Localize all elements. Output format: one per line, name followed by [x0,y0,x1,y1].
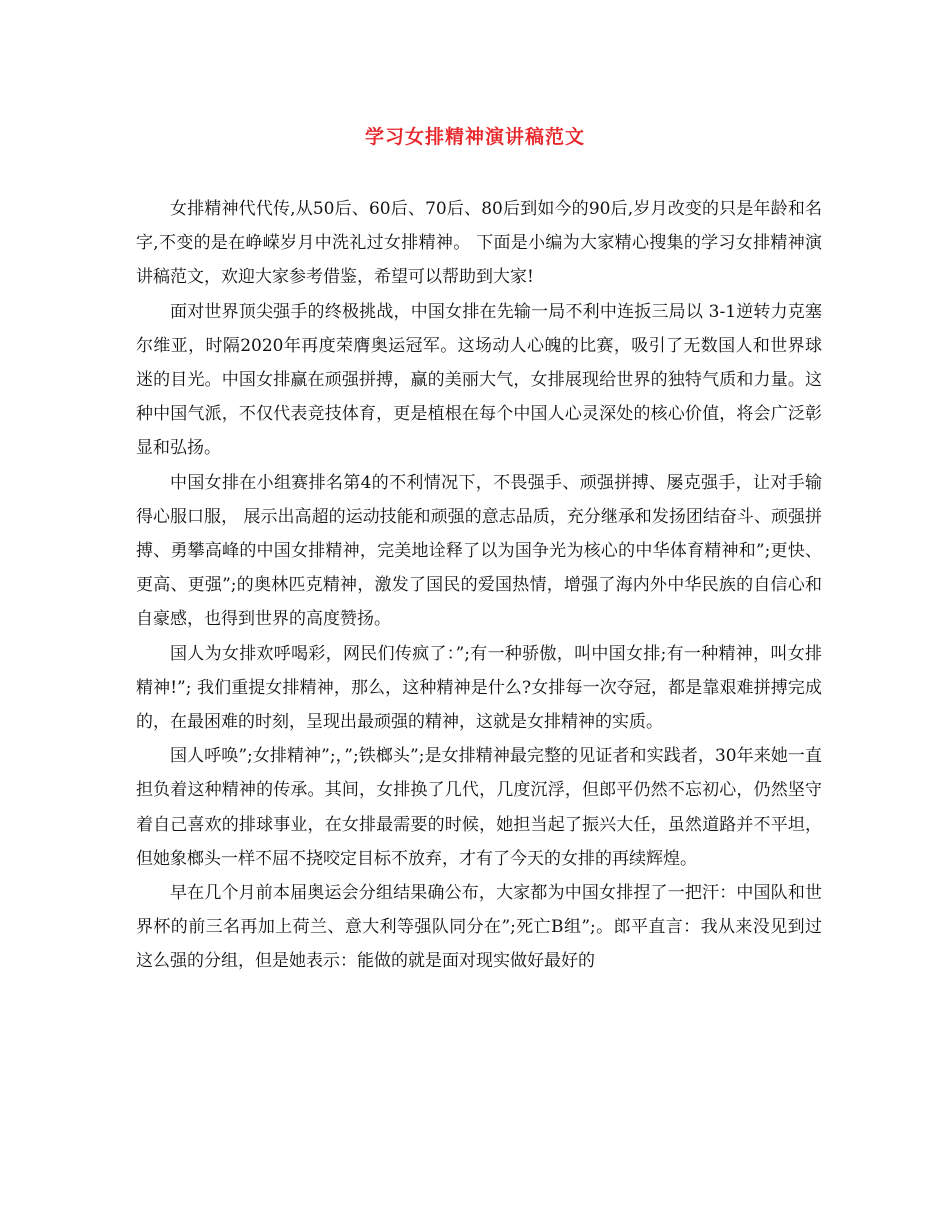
paragraph-2: 面对世界顶尖强手的终极挑战，中国女排在先输一局不利中连扳三局以 3-1逆转力克塞尔维亚，时隔2020年再度荣膺奥运冠军。这场动人心魄的比赛，吸引了无数国人和世界球迷的目光。中国女排赢在顽强拼搏，赢的美丽大气，女排展现给世界的独特气质和力量。这种中国气派，不仅代表竞技体育，更是植根在每个中国人心灵深处的核心价值，将会广泛彰显和弘扬。 [136,301,822,459]
paragraph-4: 国人为女排欢呼喝彩，网民们传疯了：”;有一种骄傲，叫中国女排;有一种精神，叫女排精神!”; 我们重提女排精神，那么，这种精神是什么?女排每一次夺冠，都是靠艰难拼搏完成的，在最困难的时刻，呈现出最顽强的精神，这就是女排精神的实质。 [136,643,822,733]
paragraph-3: 中国女排在小组赛排名第4的不利情况下，不畏强手、顽强拼搏、屡克强手，让对手输得心服口服， 展示出高超的运动技能和顽强的意志品质，充分继承和发扬团结奋斗、顽强拼搏、勇攀高峰的中国女排精神，完美地诠释了以为国争光为核心的中华体育精神和”;更快、更高、更强”;的奥林匹克精神，激发了国民的爱国热情，增强了海内外中华民族的自信心和自豪感，也得到世界的高度赞扬。 [136,472,822,630]
paragraph-1: 女排精神代代传,从50后、60后、70后、80后到如今的90后,岁月改变的只是年龄和名字,不变的是在峥嵘岁月中洗礼过女排精神。 下面是小编为大家精心搜集的学习女排精神演讲稿范文，欢迎大家参考借鉴，希望可以帮助到大家! [136,199,822,288]
document-title: 学习女排精神演讲稿范文 [364,126,585,148]
paragraph-6: 早在几个月前本届奥运会分组结果确公布，大家都为中国女排捏了一把汗：中国队和世界杯的前三名再加上荷兰、意大利等强队同分在”;死亡B组”;。郎平直言：我从来没见到过这么强的分组，但是她表示：能做的就是面对现实做好最好的 [136,883,822,972]
paragraph-5: 国人呼唤”;女排精神”;，”;铁榔头”;是女排精神最完整的见证者和实践者，30年来她一直担负着这种精神的传承。其间，女排换了几代，几度沉浮，但郎平仍然不忘初心，仍然坚守着自己喜欢的排球事业，在女排最需要的时候，她担当起了振兴大任，虽然道路并不平坦，但她象榔头一样不屈不挠咬定目标不放弃，才有了今天的女排的再续辉煌。 [136,746,822,869]
document-body [136,192,822,979]
